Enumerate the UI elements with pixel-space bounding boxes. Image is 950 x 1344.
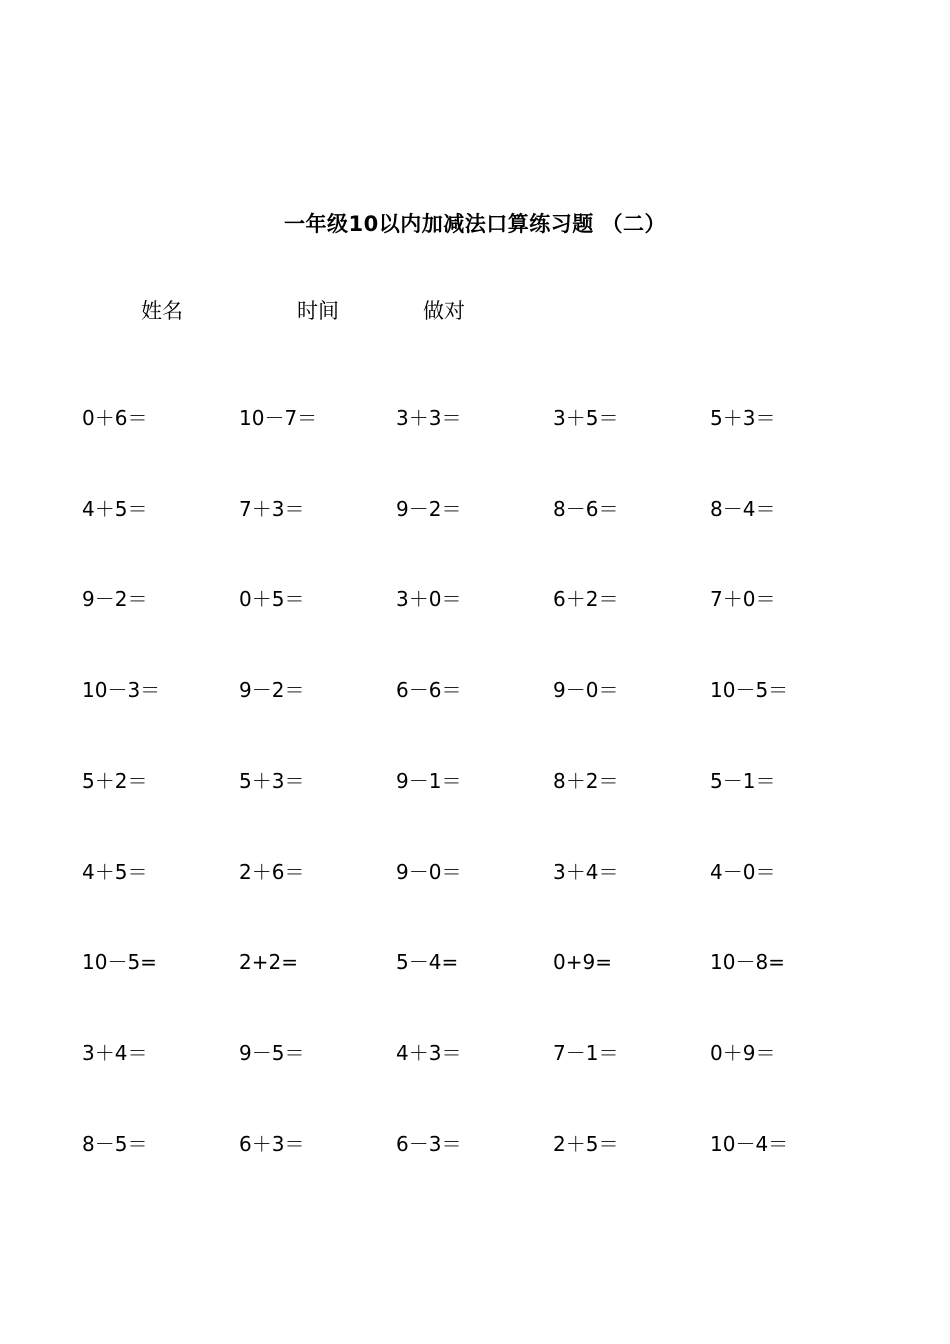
arithmetic-problem: 3＋5＝ <box>553 406 619 430</box>
arithmetic-problem: 7＋3＝ <box>239 497 305 521</box>
arithmetic-problem: 8－4＝ <box>710 497 776 521</box>
arithmetic-problem: 8＋2＝ <box>553 769 619 793</box>
arithmetic-problem: 10－4＝ <box>710 1132 789 1156</box>
arithmetic-problem: 10－5= <box>82 950 157 974</box>
arithmetic-problem: 10－7＝ <box>239 406 318 430</box>
arithmetic-problem: 4＋5＝ <box>82 860 148 884</box>
arithmetic-problem: 0＋6＝ <box>82 406 148 430</box>
arithmetic-problem: 3＋0＝ <box>396 587 462 611</box>
arithmetic-problem: 6－6＝ <box>396 678 462 702</box>
worksheet-title: 一年级10以内加减法口算练习题 （二） <box>283 212 667 236</box>
arithmetic-problem: 9－2＝ <box>239 678 305 702</box>
arithmetic-problem: 2＋6＝ <box>239 860 305 884</box>
arithmetic-problem: 6－3＝ <box>396 1132 462 1156</box>
correct-count-label: 做对 <box>423 299 465 323</box>
arithmetic-problem: 9－5＝ <box>239 1041 305 1065</box>
arithmetic-problem: 10－8= <box>710 950 785 974</box>
arithmetic-problem: 4＋3＝ <box>396 1041 462 1065</box>
arithmetic-problem: 9－2＝ <box>396 497 462 521</box>
arithmetic-problem: 6＋3＝ <box>239 1132 305 1156</box>
arithmetic-problem: 10－3＝ <box>82 678 161 702</box>
arithmetic-problem: 9－0＝ <box>553 678 619 702</box>
arithmetic-problem: 5－1＝ <box>710 769 776 793</box>
arithmetic-problem: 5＋3＝ <box>239 769 305 793</box>
arithmetic-problem: 5＋2＝ <box>82 769 148 793</box>
arithmetic-problem: 9－0＝ <box>396 860 462 884</box>
arithmetic-problem: 9－2＝ <box>82 587 148 611</box>
arithmetic-problem: 2＋5＝ <box>553 1132 619 1156</box>
arithmetic-problem: 5－4= <box>396 950 459 974</box>
arithmetic-problem: 4＋5＝ <box>82 497 148 521</box>
arithmetic-problem: 3＋4＝ <box>82 1041 148 1065</box>
arithmetic-problem: 5＋3＝ <box>710 406 776 430</box>
arithmetic-problem: 8－5＝ <box>82 1132 148 1156</box>
arithmetic-problem: 8－6＝ <box>553 497 619 521</box>
arithmetic-problem: 6＋2＝ <box>553 587 619 611</box>
arithmetic-problem: 10－5＝ <box>710 678 789 702</box>
arithmetic-problem: 0＋9＝ <box>710 1041 776 1065</box>
arithmetic-problem: 3＋4＝ <box>553 860 619 884</box>
arithmetic-problem: 2+2= <box>239 950 298 974</box>
arithmetic-problem: 7－1＝ <box>553 1041 619 1065</box>
arithmetic-problem: 9－1＝ <box>396 769 462 793</box>
arithmetic-problem: 7＋0＝ <box>710 587 776 611</box>
name-label: 姓名 <box>141 299 183 323</box>
arithmetic-problem: 0＋5＝ <box>239 587 305 611</box>
time-label: 时间 <box>297 299 339 323</box>
arithmetic-problem: 0+9= <box>553 950 612 974</box>
arithmetic-problem: 4－0＝ <box>710 860 776 884</box>
arithmetic-problem: 3＋3＝ <box>396 406 462 430</box>
